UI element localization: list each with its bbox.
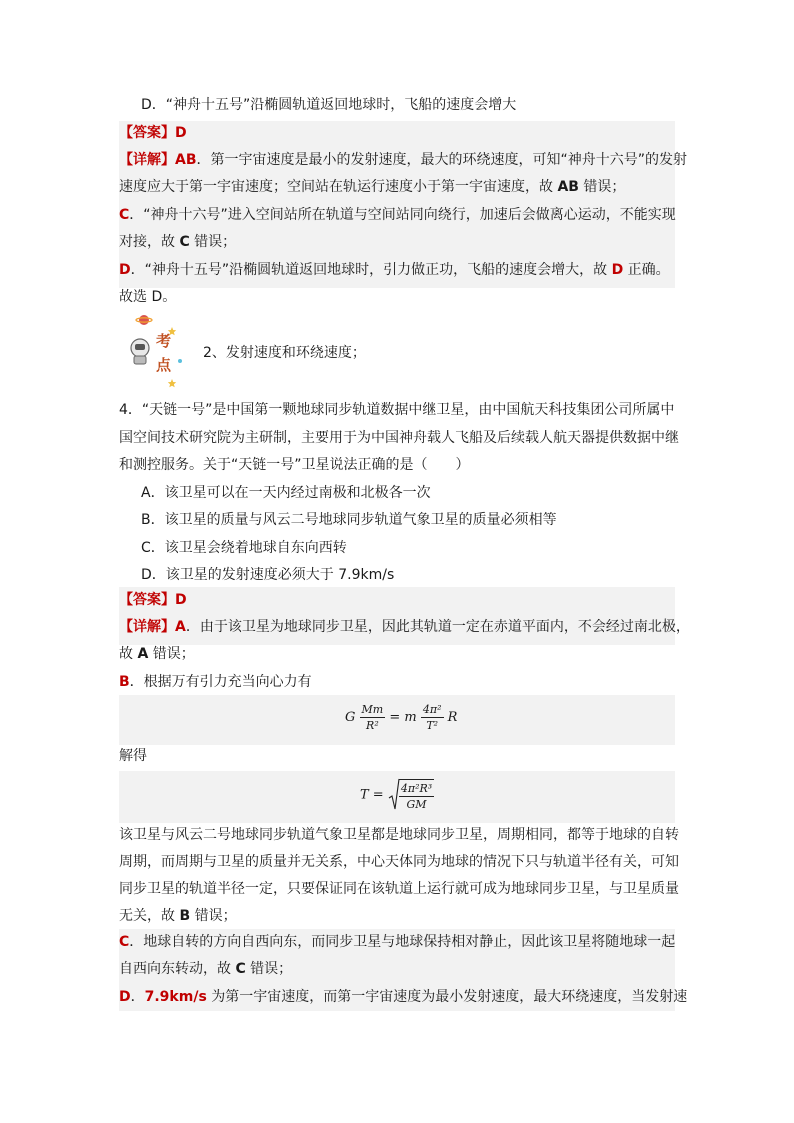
q4-stem-line1: 4．“天链一号”是中国第一颗地球同步轨道数据中继卫星，由中国航天科技集团公司所属中 [119,402,675,418]
q4-stem-line2: 国空间技术研究院为主研制，主要用于为中国神舟载人飞船及后续载人航天器提供数据中继 [119,430,679,446]
q4-jiede: 解得 [119,748,147,764]
q4-explain-d-text1: 为第一宇宙速度，而第一宇宙速度为最小发射速度，最大环绕速度，当发射速 [206,989,688,1005]
prev-conclusion: 故选 D。 [119,289,177,305]
formula-frac-mm-r2 [360,702,386,733]
prev-explain-d-tag: D [119,262,131,278]
prev-answer-label: 【答案】 [119,125,175,141]
prev-explain-ab-line1 [119,151,688,169]
q4-explain-b-tag: B [119,674,130,690]
q4-option-a: A．该卫星可以在一天内经过南极和北极各一次 [141,485,431,501]
q4-explain-c-line1 [119,933,675,951]
formula-gravity [345,702,457,733]
q4-explain-d-tag: D [119,989,131,1005]
formula-sqrt-den: GM [406,797,427,811]
q4-answer-line [119,591,675,609]
prev-explain-c-tag: C [119,207,130,223]
prev-explain-c-text2b: 错误； [189,234,237,250]
q4-explain-b-text1: ．根据万有引力充当向心力有 [129,674,312,690]
prev-explain-ab-text2tag: AB [557,179,579,195]
prev-explain-c-text2tag: C [179,234,190,250]
formula-frac2-num: 4π² [422,703,442,716]
q4-paragraph-4tag: B [179,908,191,924]
prev-explain-ab-tag: AB [175,152,197,168]
q4-paragraph-4b: 错误； [190,908,237,924]
q4-explain-c-text2a: 自西向东转动，故 [119,961,236,977]
q4-explain-a-line2 [119,645,675,663]
q4-option-c: C．该卫星会绕着地球自东向西转 [141,540,347,556]
prev-explain-c-line1 [119,206,675,224]
dot-icon [178,359,182,363]
prev-explain-d-text1tag: D [611,262,624,278]
prev-explain-ab-text2a: 速度应大于第一宇宙速度；空间站在轨运行速度小于第一宇宙速度，故 [119,179,558,195]
q4-explain-d-gap: ． [130,989,145,1005]
q4-option-b: B．该卫星的质量与风云二号地球同步轨道气象卫星的质量必须相等 [141,512,557,528]
q4-explain-c-tag: C [119,934,130,950]
formula-g: G [345,710,356,725]
prev-explain-ab-text2b: 错误； [578,179,626,195]
prev-explain-d-text1a: ．“神舟十五号”沿椭圆轨道返回地球时，引力做正功，飞船的速度会增大，故 [130,262,612,278]
star-icon [168,379,176,387]
q4-explain-a-line1 [119,618,690,636]
prev-explain-label: 【详解】 [119,152,175,168]
q4-option-d: D．该卫星的发射速度必须大于 7.9km/s [141,567,395,583]
q4-explain-a-text2b: 错误； [148,646,195,662]
planet-icon [136,315,152,325]
q4-explain-c-text1: ．地球自转的方向自西向东，而同步卫星与地球保持相对静止，因此该卫星将随地球一起 [129,934,676,950]
q4-explain-d-speed: 7.9km/s [144,989,207,1005]
formula-frac-num: Mm [361,703,384,716]
q4-explain-a-tag: A [175,619,186,635]
formula-frac-sqrt [399,779,434,812]
prev-answer-value: D [175,125,187,141]
q4-explain-c-line2 [119,960,675,978]
q4-paragraph-line3: 同步卫星的轨道半径一定，只要保证同在该轨道上运行就可成为地球同步卫星，与卫星质量 [119,881,679,897]
q4-paragraph-line4 [119,907,675,925]
prev-answer-line [119,124,675,142]
prev-explain-d-text1b: 正确。 [623,262,670,278]
q4-answer-value: D [175,592,187,608]
q4-explain-d-line1 [119,988,688,1006]
formula-frac-4pi2-t2 [421,702,444,733]
formula-eq-m: = m [389,710,417,725]
q4-explain-c-text2b: 错误； [245,961,293,977]
formula-t-eq: T = [360,787,384,803]
prev-explain-ab-line2 [119,178,675,196]
q4-paragraph-4a: 无关，故 [119,908,180,924]
astronaut-icon [131,339,149,364]
q4-explain-a-text1: ．由于该卫星为地球同步卫星，因此其轨道一定在赤道平面内，不会经过南北极， [185,619,690,635]
q4-explain-c-text2tag: C [235,961,246,977]
q4-answer-label: 【答案】 [119,592,175,608]
q4-explain-a-text2a: 故 [119,646,138,662]
prev-explain-c-text2a: 对接，故 [119,234,180,250]
prev-option-d: D．“神舟十五号”沿椭圆轨道返回地球时，飞船的速度会增大 [141,97,517,113]
prev-explain-c-line2 [119,233,675,251]
formula-sqrt-num: 4π²R³ [400,781,433,795]
formula-frac2-den: T² [426,719,439,732]
knowledge-point-badge [128,312,184,392]
formula-frac-den: R² [366,719,379,732]
badge-char-dian: 点 [156,356,172,374]
knowledge-point-text: 2、发射速度和环绕速度； [203,345,366,361]
q4-stem-line3: 和测控服务。关于“天链一号”卫星说法正确的是（ ） [119,457,470,473]
prev-explain-ab-text1: ．第一宇宙速度是最小的发射速度，最大的环绕速度，可知“神舟十六号”的发射 [196,152,688,168]
formula-r: R [447,710,458,725]
q4-explain-b-line1 [119,673,675,691]
q4-explain-label: 【详解】 [119,619,175,635]
prev-explain-d-line [119,261,675,279]
q4-paragraph-line1: 该卫星与风云二号地球同步轨道气象卫星都是地球同步卫星，周期相同，都等于地球的自转 [119,827,679,843]
prev-explain-c-text1: ．“神舟十六号”进入空间站所在轨道与空间站同向绕行，加速后会做离心运动，不能实现 [129,207,676,223]
q4-paragraph-line2: 周期，而周期与卫星的质量并无关系，中心天体同为地球的情况下只与轨道半径有关，可知 [119,854,679,870]
q4-explain-a-text2tag: A [137,646,149,662]
formula-period [360,778,434,812]
badge-char-kao: 考 [156,332,172,350]
